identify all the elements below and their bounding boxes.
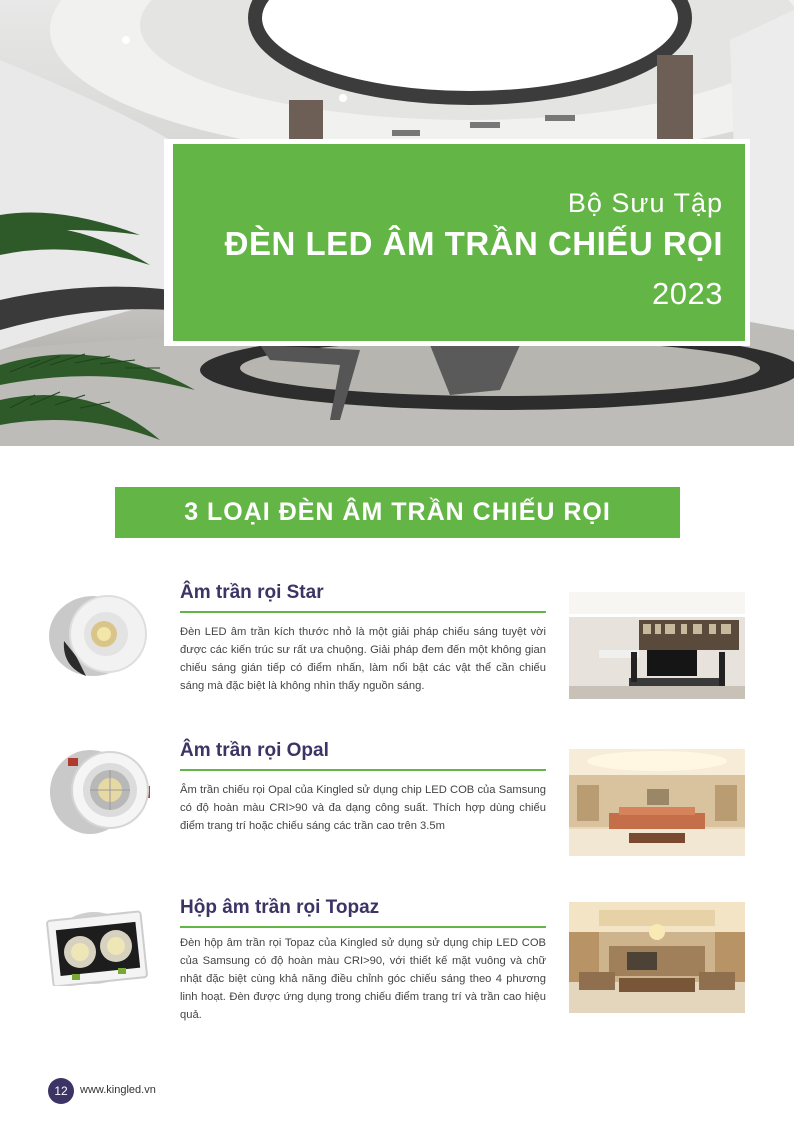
section-heading: 3 LOẠI ĐÈN ÂM TRẦN CHIẾU RỌI	[184, 498, 611, 526]
living-room-photo	[569, 592, 745, 699]
product-divider	[180, 611, 546, 613]
product-title-opal: Âm trần rọi Opal	[180, 740, 329, 761]
collection-title: ĐÈN LED ÂM TRẦN CHIẾU RỌI	[224, 225, 723, 262]
topaz-box-downlight-image	[46, 910, 150, 986]
product-description-opal: Âm trần chiếu rọi Opal của Kingled sử dụng chip LED COB của Samsung có độ hoàn màu CRI>90 và đa dạng công suất. Thích hợp dùng chiếu điểm trang trí hoặc chiếu sáng các trần cao trên 3.5m	[180, 784, 546, 832]
product-description-topaz: Đèn hộp âm trần rọi Topaz của Kingled sử dụng sử dụng chip LED COB của Samsung có độ hoàn màu CRI>90, với thiết kế mặt vuông và chữ nhật đặc biệt cùng khả năng điều chỉnh góc chiếu sáng theo 4 phương linh hoạt. Đèn được ứng dụng trong chiếu điểm trang trí và trần cao hiệu quả.	[180, 937, 546, 1021]
website-link[interactable]: www.kingled.vn	[80, 1084, 156, 1096]
collection-year: 2023	[652, 276, 723, 311]
lounge-photo	[569, 749, 745, 856]
section-heading-banner	[115, 487, 680, 538]
opal-downlight-image	[46, 738, 154, 842]
hero-banner	[0, 0, 794, 446]
hero-title-panel	[173, 144, 745, 341]
grand-living-room-photo	[569, 902, 745, 1013]
star-downlight-image	[46, 586, 150, 686]
page-number-badge: 12	[48, 1078, 74, 1104]
product-divider	[180, 769, 546, 771]
product-divider	[180, 926, 546, 928]
collection-subtitle: Bộ Sưu Tập	[567, 188, 723, 218]
hero-title-card	[164, 139, 750, 346]
product-title-topaz: Hộp âm trần rọi Topaz	[180, 897, 380, 918]
product-description-star: Đèn LED âm trần kích thước nhỏ là một giải pháp chiếu sáng tuyệt vời được các kiến trúc sư rất ưa chuộng. Giải pháp đem đến một không gian chiếu sáng gián tiếp có điểm nhấn, làm nổi bật các vật thể cần chiếu sáng mà đặc biệt là không nhìn thấy nguồn sáng.	[180, 626, 546, 692]
product-title-star: Âm trần rọi Star	[180, 582, 324, 603]
